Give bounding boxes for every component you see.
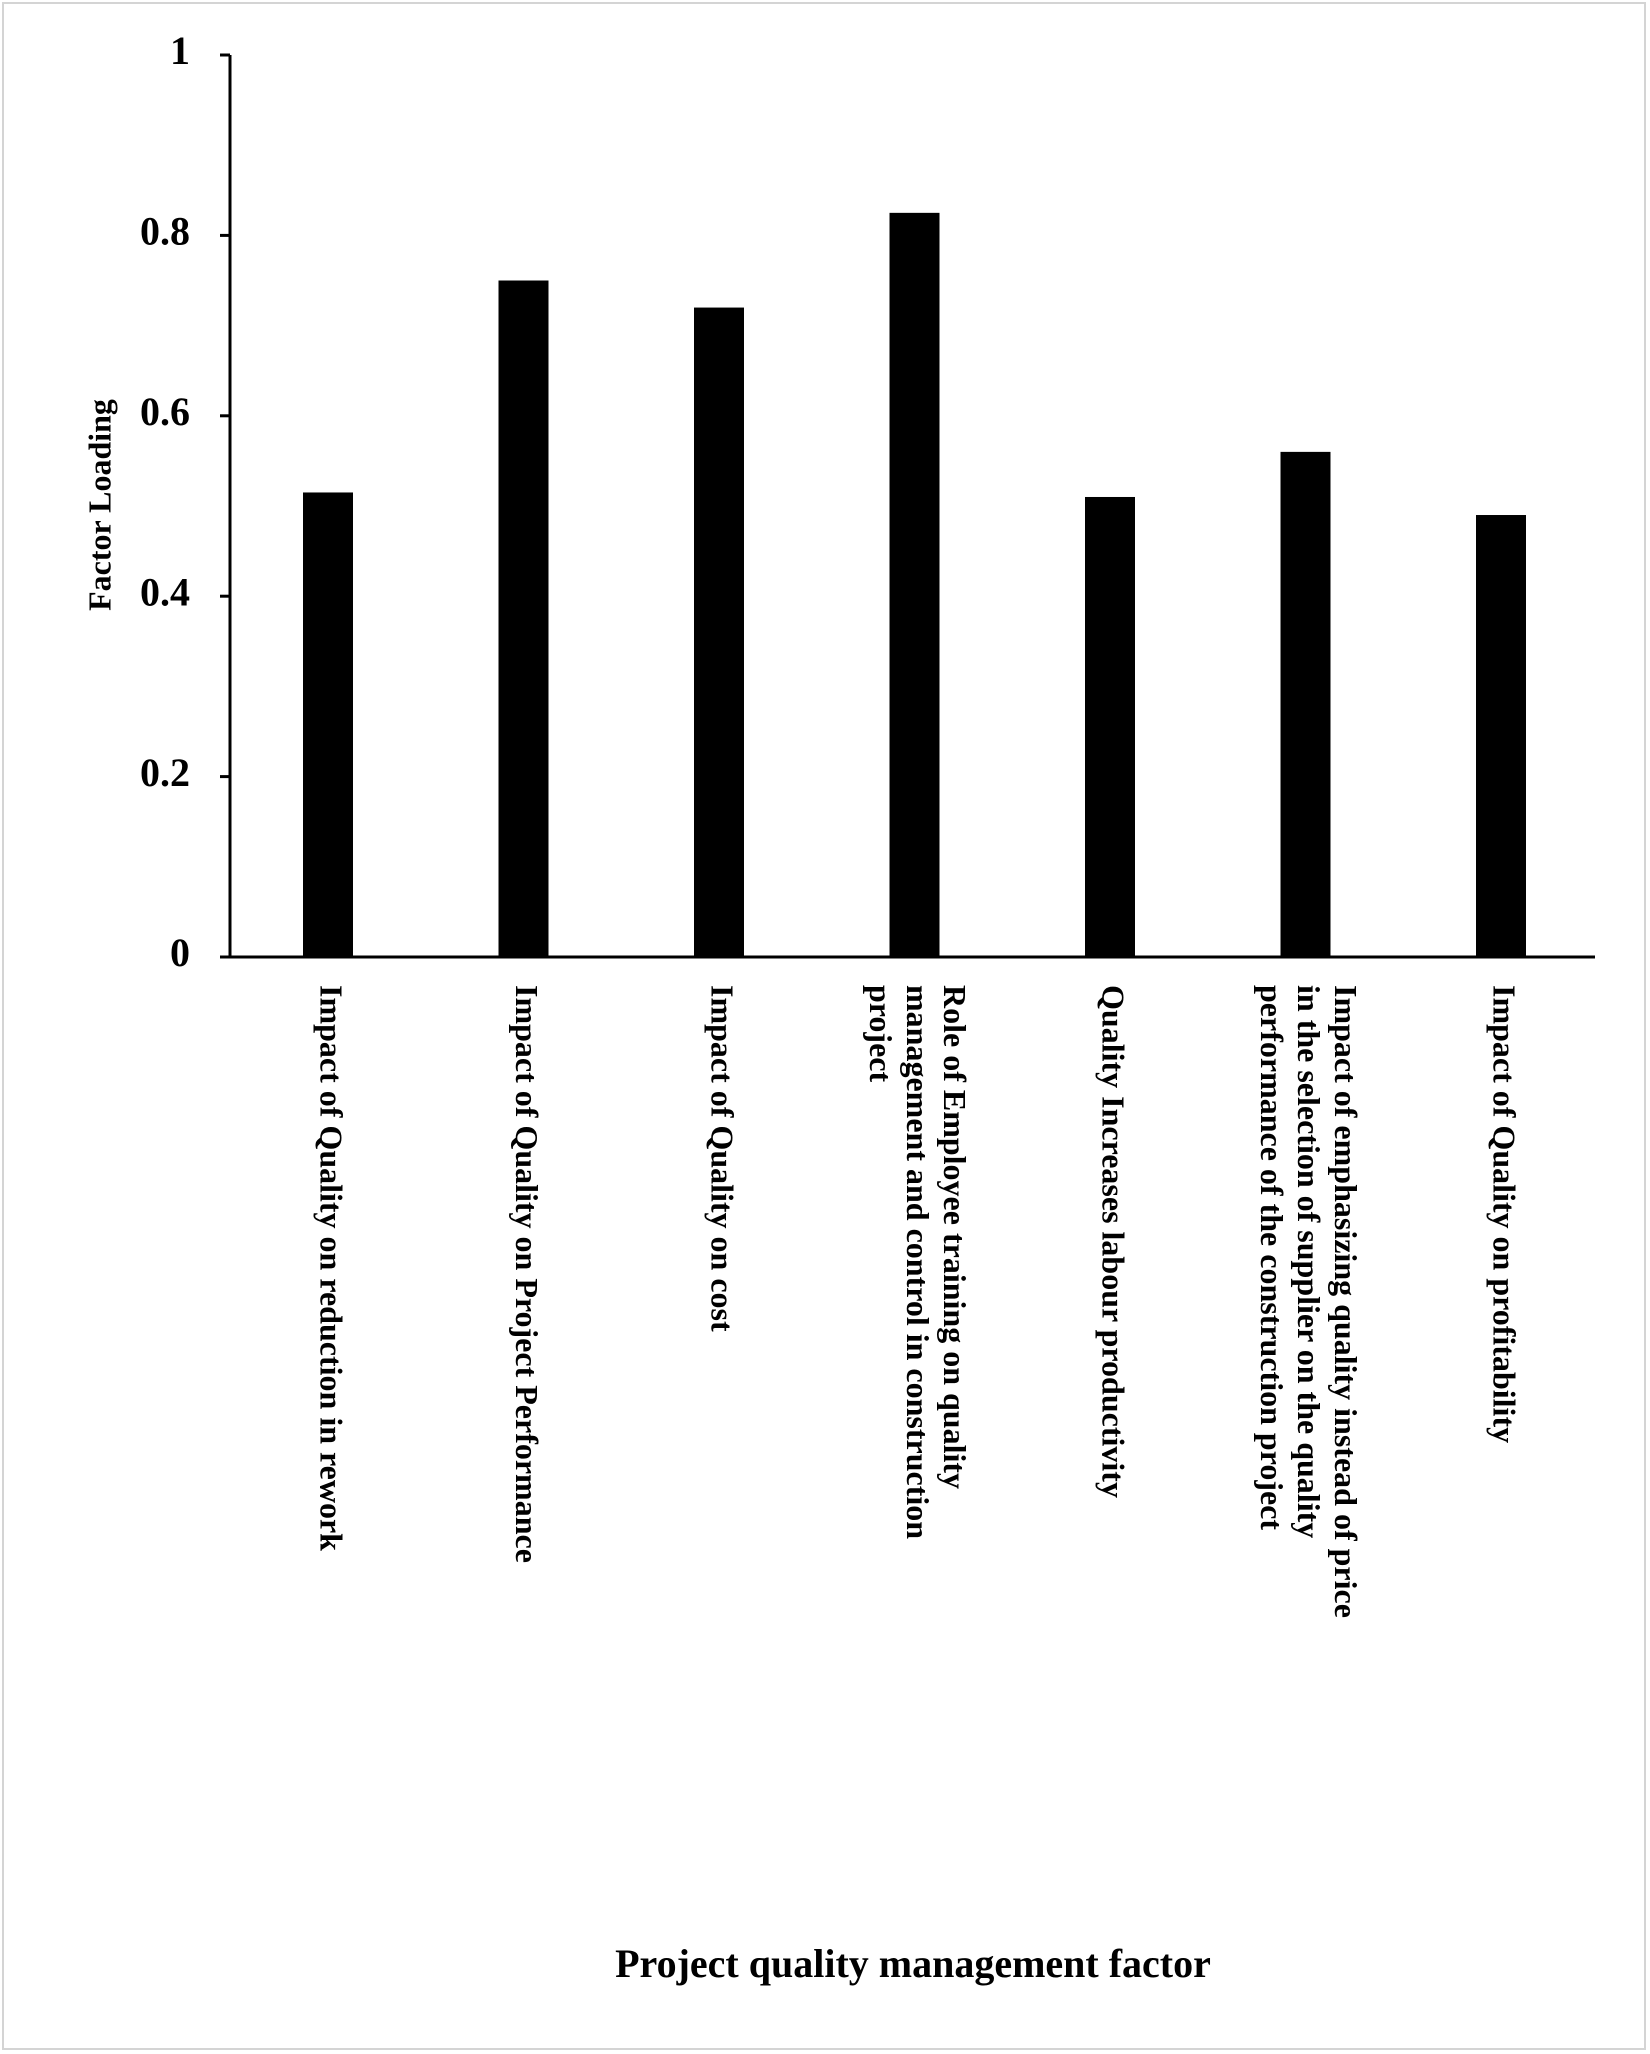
bars (303, 213, 1526, 957)
y-axis-label: Factor Loading (81, 399, 118, 611)
y-tick-label: 0.2 (140, 749, 190, 795)
x-category-label (1487, 985, 1523, 1443)
x-category-label (509, 985, 545, 1563)
y-tick-label: 1 (170, 28, 190, 74)
y-tick-label: 0 (170, 930, 190, 976)
x-category-label (705, 985, 741, 1332)
x-category-label-line: Role of Employee training on quality (937, 985, 974, 1490)
x-category-label-line: in the selection of supplier on the quality (1291, 985, 1328, 1539)
x-category-label-line: Impact of Quality on cost (704, 985, 741, 1332)
x-axis-label: Project quality management factor (615, 1941, 1211, 1987)
x-category-label-line: Impact of Quality on profitability (1486, 985, 1523, 1444)
bar (1281, 452, 1331, 957)
bar (1476, 515, 1526, 957)
x-category-label (863, 985, 973, 1539)
y-tick-label: 0.4 (140, 569, 190, 615)
x-category-label-line: project (863, 985, 900, 1083)
x-category-label-line: management and control in construction (900, 985, 937, 1540)
bar (694, 308, 744, 957)
y-ticks (140, 28, 230, 975)
x-category-label-line: Impact of Quality on Project Performance (509, 985, 546, 1563)
x-category-label-line: performance of the construction project (1254, 985, 1291, 1531)
x-category-label (1096, 985, 1132, 1498)
x-category-label (314, 985, 350, 1551)
x-category-label (1254, 985, 1364, 1618)
y-tick-label: 0.8 (140, 208, 190, 254)
y-tick-label: 0.6 (140, 388, 190, 434)
bar (1085, 497, 1135, 957)
bar (890, 213, 940, 957)
x-category-labels (314, 985, 1523, 1618)
bar (499, 281, 549, 958)
x-category-label-line: Quality Increases labour productivity (1095, 985, 1132, 1498)
bar (303, 492, 353, 957)
x-category-label-line: Impact of Quality on reduction in rework (313, 985, 350, 1551)
x-category-label-line: Impact of emphasizing quality instead of price (1328, 985, 1365, 1618)
